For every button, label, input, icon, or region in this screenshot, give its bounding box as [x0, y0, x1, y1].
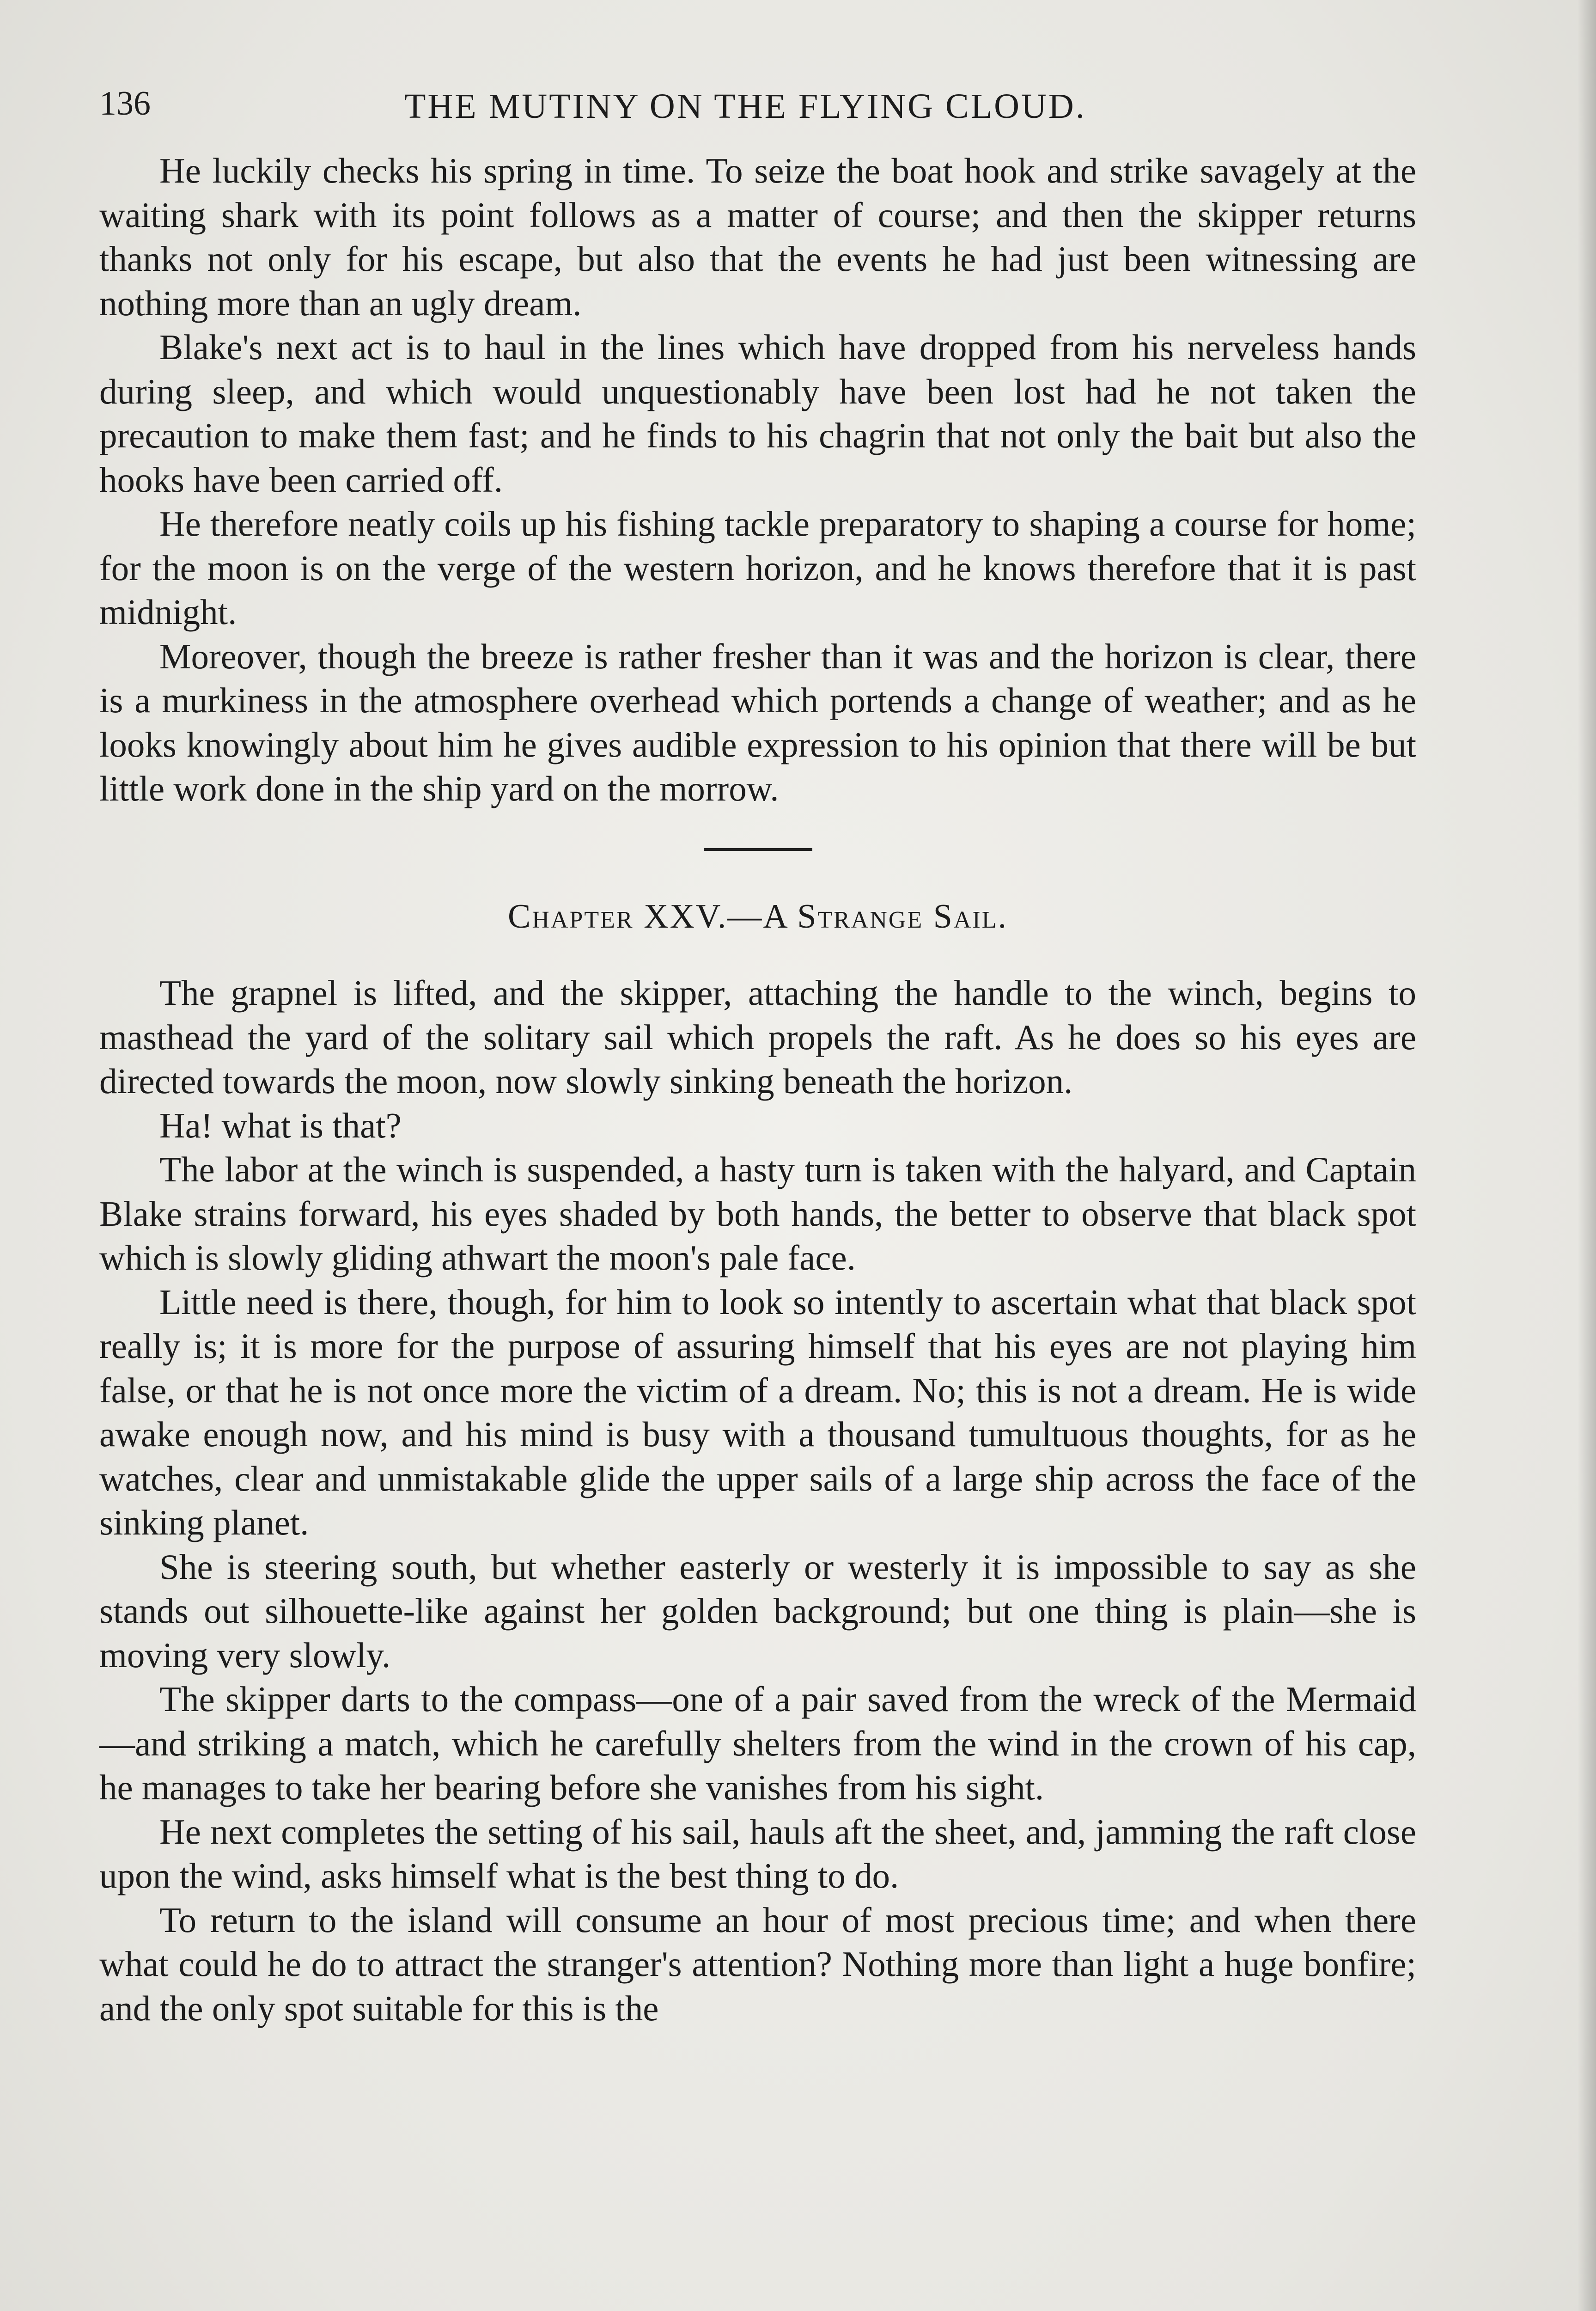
running-head	[99, 79, 1421, 130]
page-edge-shadow	[1578, 0, 1596, 2311]
paragraph: He luckily checks his spring in time. To seize the boat hook and strike savagely at the waiting shark with its point follows as a matter of course; and then the skipper returns thanks not only for his escape, but also that the events he had just been witnessing are nothing more than an ugly dream.	[99, 151, 1416, 323]
chapter-heading: Chapter XXV.—A Strange Sail.	[507, 897, 1008, 935]
page-number: 136	[99, 85, 151, 122]
paragraph: Little need is there, though, for him to look so intently to ascertain what that black spot really is; it is more for the purpose of assuring himself that his eyes are not playing him false, or that he is not once more the victim of a dream. No; this is not a dream. He is wide awake enough now, and his mind is busy with a thousand tumultuous thoughts, for as he watches, clear and unmistakable glide the upper sails of a large ship across the face of the sinking planet.	[99, 1282, 1416, 1542]
paragraph: Ha! what is that?	[159, 1105, 402, 1145]
paragraph: The grapnel is lifted, and the skipper, attaching the handle to the winch, begins to masthead the yard of the solitary sail which propels the raft. As he does so his eyes are directed towards the moon, now slowly sinking beneath the horizon.	[99, 973, 1416, 1101]
running-title: THE MUTINY ON THE FLYING CLOUD.	[404, 87, 1086, 126]
paragraph: He next completes the setting of his sail, hauls aft the sheet, and, jamming the raft close upon the wind, asks himself what is the best thing to do.	[99, 1811, 1416, 1895]
paragraph: He therefore neatly coils up his fishing tackle preparatory to shaping a course for home; for the moon is on the verge of the western horizon, and he knows therefore that it is past midnight.	[99, 504, 1416, 632]
paragraph: Blake's next act is to haul in the lines which have dropped from his nerveless hands during sleep, and which would unquestionably have been lost had he not taken the precaution to make them fast; and he finds to his chagrin that not only the bait but also the hooks have been carried off.	[99, 327, 1416, 500]
paragraph: Moreover, though the breeze is rather fresher than it was and the horizon is clear, there is a murkiness in the atmosphere overhead which portends a change of weather; and as he looks knowingly about him he gives audible expression to his opinion that there will be but little work done in the ship yard on the morrow.	[99, 636, 1416, 808]
paragraph: To return to the island will consume an hour of most precious time; and when there what could he do to attract the stranger's attention? Nothing more than light a huge bonfire; and the only spot suitable for this is the	[99, 1900, 1416, 2028]
paragraph: The skipper darts to the compass—one of a pair saved from the wreck of the Mermaid—and striking a match, which he carefully shelters from the wind in the crown of his cap, he manages to take her bearing before she vanishes from his sight.	[99, 1679, 1416, 1807]
body-text	[99, 149, 1416, 2030]
paragraph: She is steering south, but whether easterly or westerly it is impossible to say as she stands out silhouette-like against her golden background; but one thing is plain—she is moving very slowly.	[99, 1547, 1416, 1675]
section-divider	[704, 848, 812, 851]
paragraph: The labor at the winch is suspended, a hasty turn is taken with the halyard, and Captain Blake strains forward, his eyes shaded by both hands, the better to observe that black spot which is slowly gliding athwart the moon's pale face.	[99, 1149, 1416, 1278]
